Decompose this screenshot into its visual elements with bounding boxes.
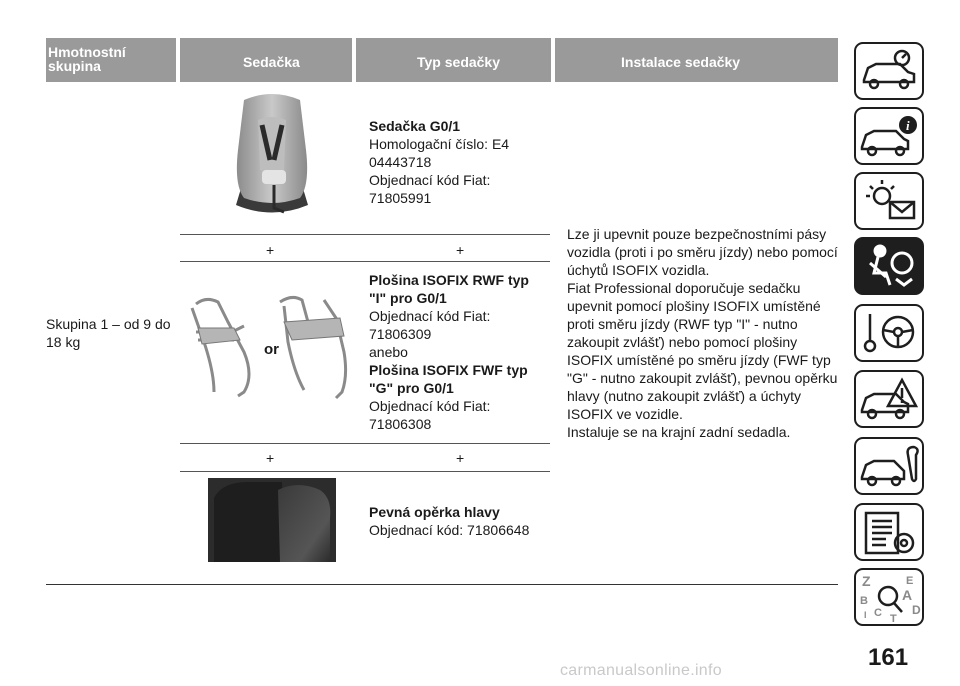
weight-group-line2: 18 kg [46,334,81,350]
installation-line: úchytů ISOFIX vozidla. [567,262,710,278]
page-number: 161 [868,644,909,671]
index-letter: C [874,607,882,619]
or-label: or [264,341,279,358]
technical-data-icon [856,505,922,559]
header-seat-label: Sedačka [243,54,300,70]
index-letter: D [912,603,921,617]
index-letter: I [864,610,867,620]
header-seat-type-label: Typ sedačky [417,54,501,70]
header-installation [555,38,838,82]
svg-text:i: i [906,118,910,133]
installation-line: "G" - nutno zakoupit zvlášť), pevnou opěrku [567,370,838,386]
isofix-rwf-title-line2: "I" pro G0/1 [369,290,447,306]
isofix-platform-description [369,271,529,433]
row-divider [180,234,550,235]
plus-sign: + [456,450,465,466]
header-seat-type [356,38,551,82]
table-bottom-rule [46,584,838,585]
row-divider [180,471,550,472]
seat-g01-line: Homologační číslo: E4 [369,136,510,152]
airbag-safety-icon [856,239,922,293]
isofix-rwf-line: Objednací kód Fiat: [369,308,491,324]
isofix-fwf-title-line1: Plošina ISOFIX FWF typ [369,362,528,378]
plus-sign: + [266,450,275,466]
installation-line: proti směru jízdy (RWF typ "I" - nutno [567,316,798,332]
tab-car-emergency[interactable] [854,370,924,428]
alphabetical-index-icon [856,570,922,624]
header-weight-group-line1: Hmotnostní [48,44,126,60]
tab-car-dashboard[interactable] [854,42,924,100]
index-letter: Z [862,573,871,589]
tab-car-info[interactable] [854,107,924,165]
installation-line: upevnit pomocí plošiny ISOFIX umístěné [567,298,821,314]
index-letter: B [860,595,868,607]
installation-line: ISOFIX ve vozidle. [567,406,683,422]
row-divider [180,443,550,444]
steering-start-icon [856,306,922,360]
isofix-fwf-title-line2: "G" pro G0/1 [369,380,454,396]
seat-g01-line: 04443718 [369,154,432,170]
headrest-order-code: Objednací kód: 71806648 [369,522,530,538]
index-letter: E [906,575,914,587]
tab-airbag-safety[interactable] [854,237,924,295]
watermark: carmanualsonline.info [560,662,722,679]
isofix-rwf-title-line1: Plošina ISOFIX RWF typ [369,272,529,288]
header-seat [180,38,352,82]
installation-line: ISOFIX umístěné po směru jízdy (FWF typ [567,352,831,368]
car-emergency-icon [856,372,922,426]
tab-steering-start[interactable] [854,304,924,362]
installation-line: Lze ji upevnit pouze bezpečnostními pásy [567,226,827,242]
isofix-fwf-line: Objednací kód Fiat: [369,398,491,414]
installation-text [567,225,838,441]
headrest-description [369,503,529,539]
headrest-title: Pevná opěrka hlavy [369,504,500,520]
tab-alphabetical-index[interactable] [854,568,924,626]
weight-group-line1: Skupina 1 – od 9 do [46,316,171,332]
tab-warning-lights[interactable] [854,172,924,230]
car-dashboard-icon [856,44,922,98]
installation-line: zakoupit zvlášť) nebo pomocí plošiny [567,334,798,350]
isofix-rwf-line: 71806309 [369,326,432,342]
car-info-icon [856,109,922,163]
installation-line: hlavy (nutno zakoupit zvlášť) a úchyty [567,388,802,404]
index-letter: T [890,613,897,624]
isofix-fwf-line: 71806308 [369,416,432,432]
isofix-rwf-line: anebo [369,344,408,360]
header-installation-label: Instalace sedačky [621,54,741,70]
installation-line: Instaluje se na krajní zadní sedadla. [567,424,791,440]
seat-g01-description [369,117,509,207]
row-divider [180,261,550,262]
weight-group-cell [46,315,171,351]
seat-g01-title: Sedačka G0/1 [369,118,461,134]
car-maintenance-icon [856,439,922,493]
tab-technical-data[interactable] [854,503,924,561]
seat-g01-line: Objednací kód Fiat: [369,172,491,188]
index-letter: A [902,587,913,603]
plus-sign: + [266,242,275,258]
headrest-image [208,478,336,562]
header-weight-group [46,38,176,82]
plus-sign: + [456,242,465,258]
tab-car-maintenance[interactable] [854,437,924,495]
installation-line: vozidla (proti i po směru jízdy) nebo pomocí [567,244,838,260]
header-weight-group-line2: skupina [48,58,101,74]
installation-line: Fiat Professional doporučuje sedačku [567,280,801,296]
warning-lights-icon [856,174,922,228]
child-seat-image [222,90,322,220]
seat-g01-line: 71805991 [369,190,432,206]
